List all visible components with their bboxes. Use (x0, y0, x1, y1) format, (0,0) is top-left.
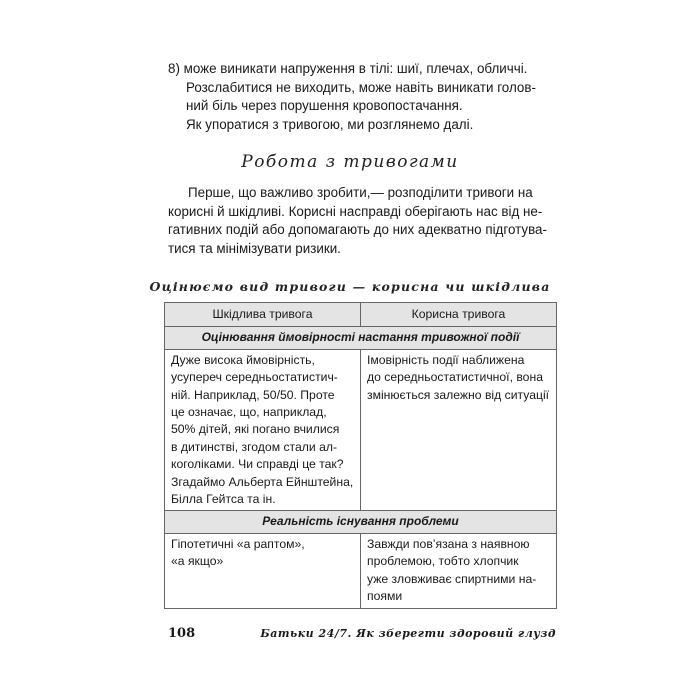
cell-line: це означає, що, наприклад, (171, 405, 327, 420)
text-line: Перше, що важливо зробити,— розподілити тривоги на (188, 185, 533, 200)
cell-line: поями (367, 589, 403, 604)
cell-line: до середньостатистичної, вона (367, 370, 543, 385)
paragraph-intro (168, 184, 556, 258)
cell-line: ній. Наприклад, 50/50. Проте (171, 387, 335, 402)
cell-line: змінюється залежно від ситуації (367, 387, 550, 402)
cell-line: проблемою, тобто хлопчик (367, 554, 519, 569)
cell-line: уже зловживає спиртними на- (367, 571, 537, 586)
text-line: корисні й шкідливі. Корисні насправді оберігають нас від не- (168, 203, 543, 219)
table-row (165, 349, 557, 511)
cell-line: в дитинстві, згодом стали ал- (171, 439, 338, 454)
header-harmful: Шкідлива тривога (165, 303, 361, 327)
table-header-row (165, 303, 557, 327)
cell-line: Гіпотетичні «а раптом», (171, 536, 305, 551)
anxiety-comparison-table (164, 302, 557, 609)
cell-line: Згадаймо Альберта Ейнштейна, (171, 474, 354, 489)
cell-line: усупереч середньостатистич- (171, 370, 338, 385)
page-number: 108 (168, 626, 196, 641)
cell-line: Білла Гейтса та ін. (171, 492, 276, 507)
text-line: ний біль через порушення кровопостачання. (186, 98, 463, 113)
section-heading-reality: Реальність існування проблеми (165, 511, 557, 533)
paragraph-tension (168, 60, 553, 134)
cell-line: Завжди пов’язана з наявною (367, 536, 530, 551)
cell-line: 50% дітей, які погано вчилися (171, 422, 340, 437)
cell-line: «а якщо» (171, 554, 224, 569)
cell-line: Імовірність події наближена (367, 352, 525, 367)
text-line: 8) може виникати напруження в тілі: шиї, плечах, обличчі. (168, 61, 528, 76)
running-title: Батьки 24/7. Як зберегти здоровий глузд (260, 627, 556, 640)
text-line: гативних подій або допомагають до них адекватно підготува- (168, 222, 547, 237)
table-row (165, 533, 557, 608)
cell-line: Дуже висока ймовірність, (171, 352, 315, 367)
cell-harmful-reality (165, 533, 361, 608)
section-row-probability (165, 327, 557, 349)
cell-harmful-probability (165, 349, 361, 511)
text-line: Як упоратися з тривогою, ми розглянемо далі. (186, 116, 474, 132)
cell-line: коголіками. Чи справді це так? (171, 457, 344, 472)
table-title: Оцінюємо вид тривоги — корисна чи шкідлива (149, 279, 551, 294)
section-row-reality (165, 511, 557, 533)
page-footer (168, 626, 556, 646)
section-heading-probability: Оцінювання ймовірності настання тривожної події (165, 327, 557, 349)
header-useful: Корисна тривога (361, 303, 557, 327)
cell-useful-probability (361, 349, 557, 511)
cell-useful-reality (361, 533, 557, 608)
text-line: тися та мінімізувати ризики. (168, 240, 341, 256)
section-heading: Робота з тривогами (241, 152, 459, 172)
text-line: Розслабитися не виходить, може навіть виникати голов- (186, 79, 536, 95)
